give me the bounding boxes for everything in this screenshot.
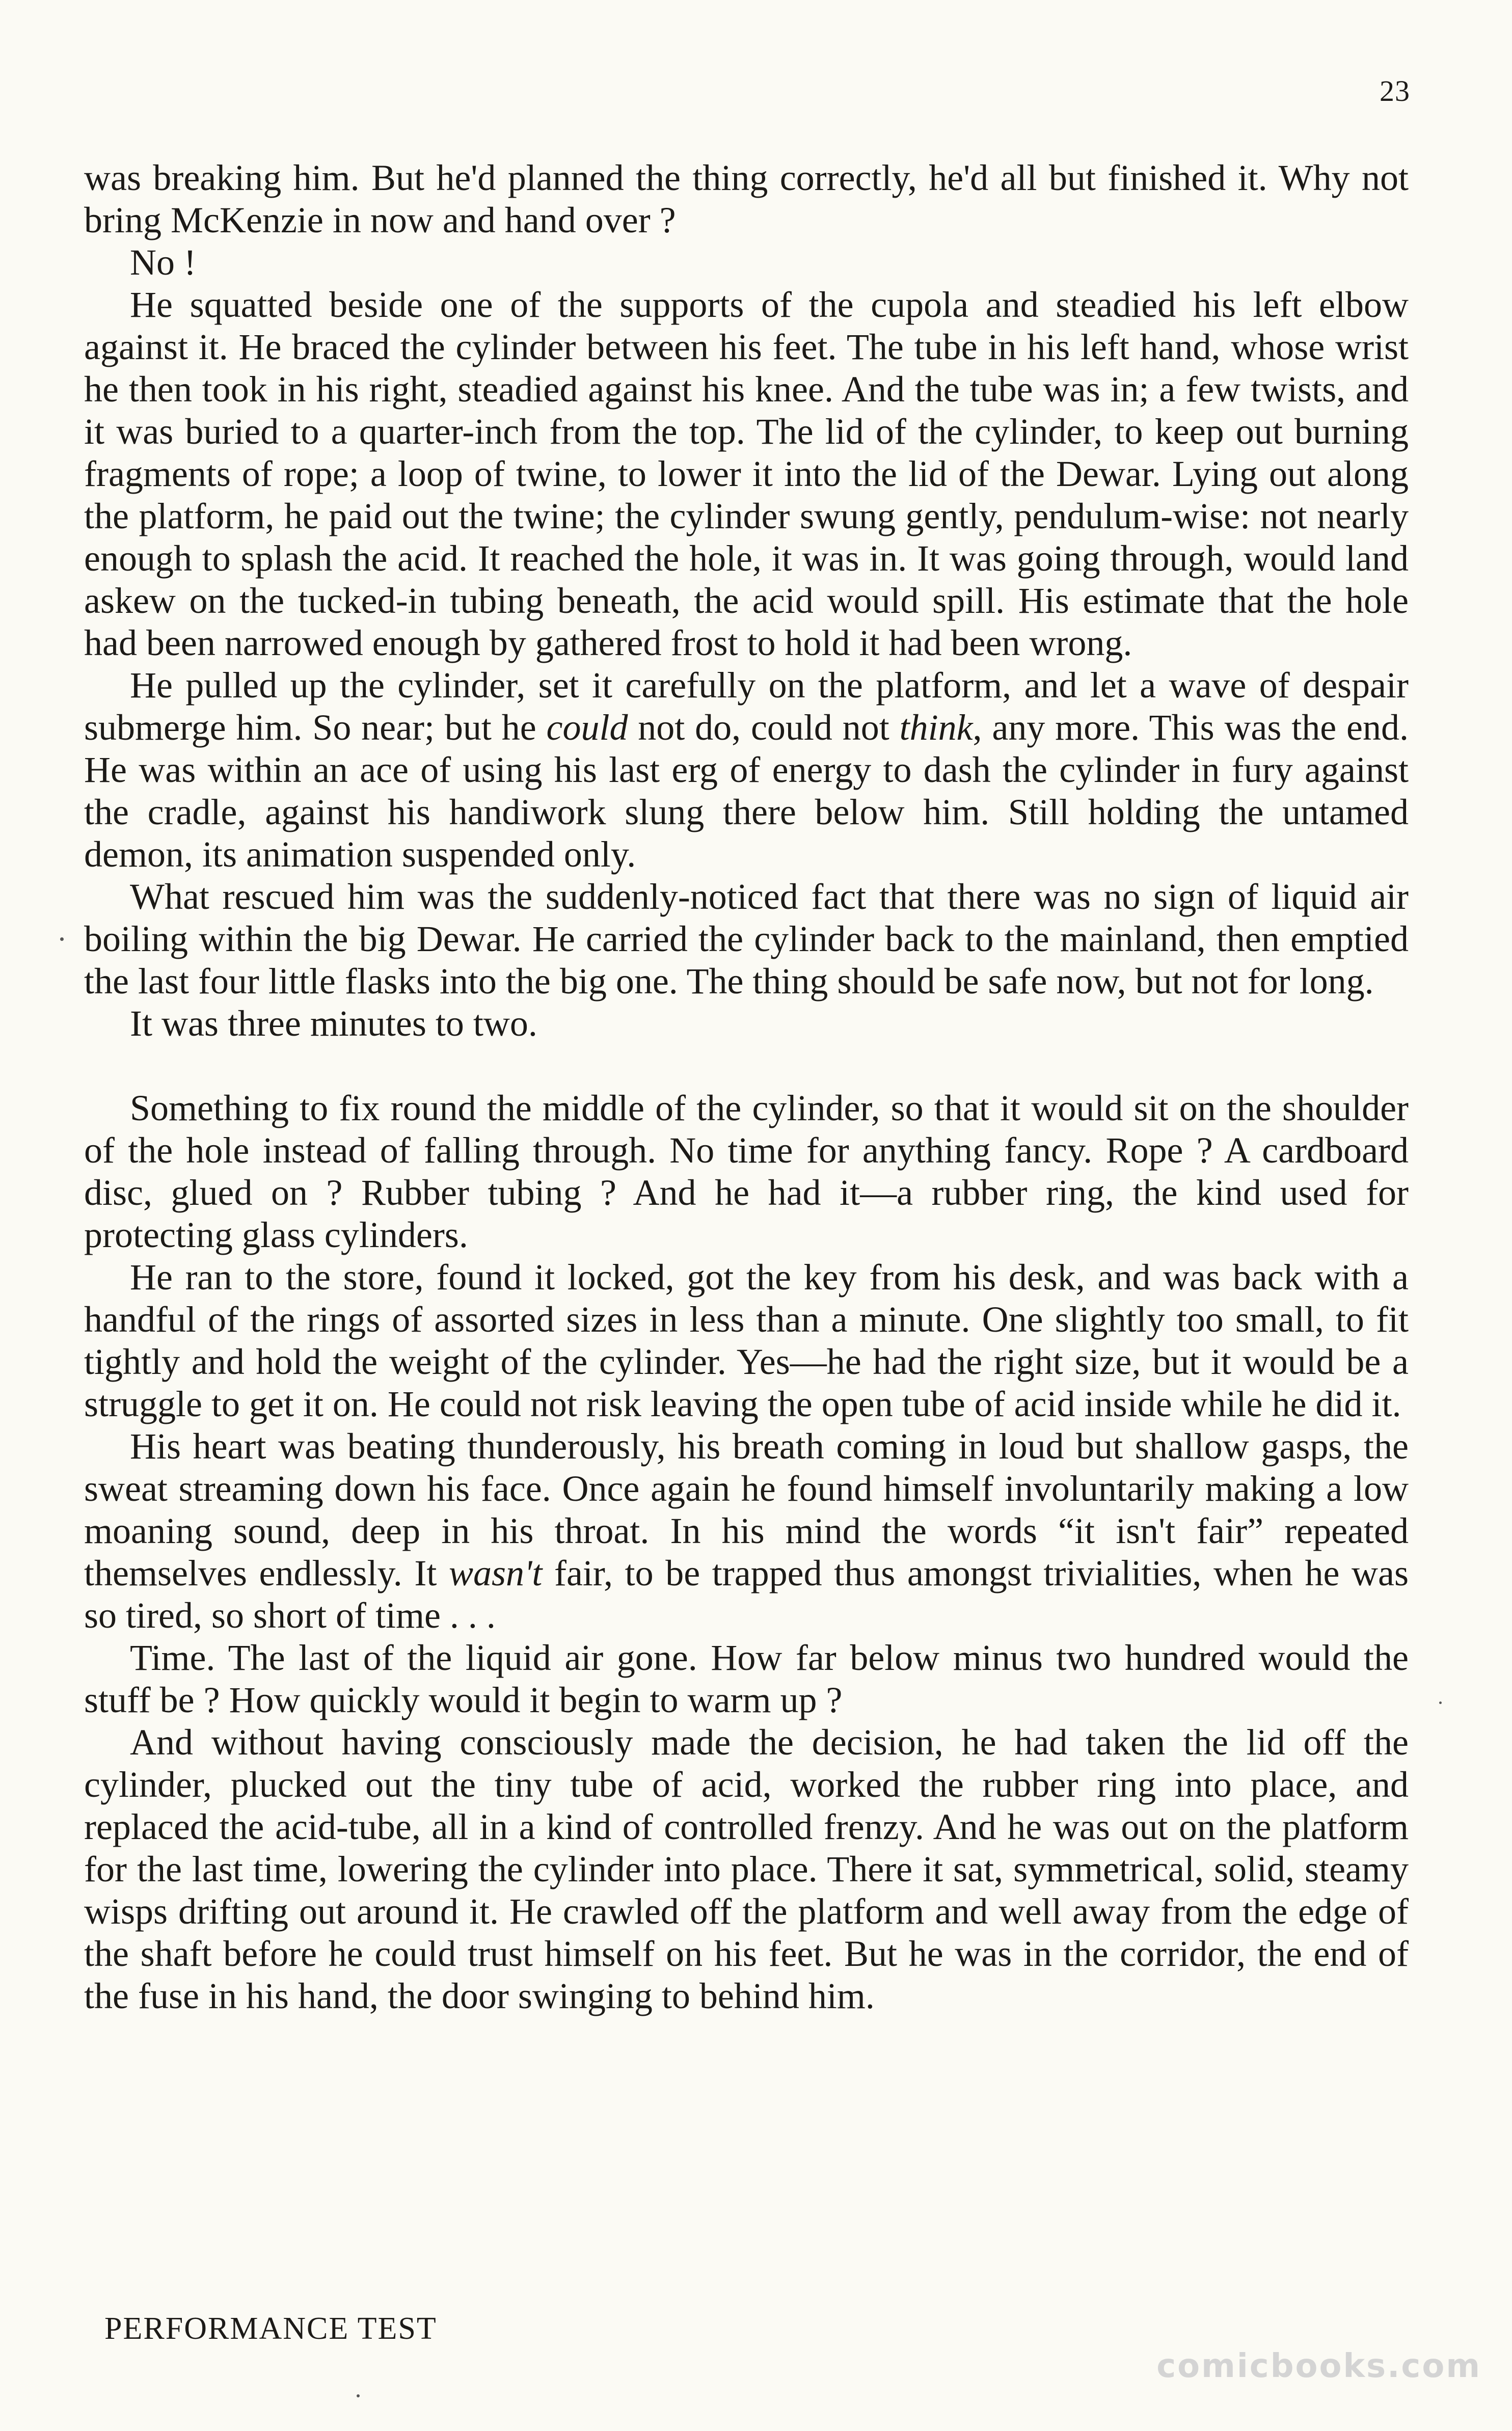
paragraph-text: not do, could not bbox=[628, 707, 900, 748]
watermark: comicbooks.com bbox=[1156, 2347, 1481, 2385]
paragraph: And without having consciously made the decision, he had taken the lid off the cylinder, plucked out the tiny tube of acid, worked the rubber ring into place, and replaced the acid-tube, all in a kind of controlled frenzy. And he was out on the platform for the last time, lowering the cylinder into place. There it sat, symmetrical, solid, steamy wisps drifting out around it. He crawled off the platform and well away from the edge of the shaft before he could trust himself on his feet. But he was in the corridor, the end of the fuse in his hand, the door swinging to behind him. bbox=[84, 1722, 1409, 2016]
paragraph-text: , any more. This was the end. He was within an ace of using his last erg of energy to dash the cylinder in fury against the cradle, against his handiwork slung there below him. Still holding the untamed demon, its animation suspended only. bbox=[84, 707, 1409, 875]
paragraph: No ! bbox=[130, 242, 196, 283]
print-speck bbox=[60, 937, 64, 941]
paragraph bbox=[84, 1425, 1409, 1637]
paragraph: Time. The last of the liquid air gone. How far below minus two hundred would the stuff be ? How quickly would it begin to warm up ? bbox=[84, 1637, 1409, 1720]
print-speck bbox=[357, 2394, 360, 2397]
body-text bbox=[84, 157, 1409, 2017]
paragraph: He squatted beside one of the supports of the cupola and steadied his left elbow against it. He braced the cylinder between his feet. The tube in his left hand, whose wrist he then took in his right, steadied against his knee. And the tube was in; a few twists, and it was buried to a quarter-inch from the top. The lid of the cylinder, to keep out burning fragments of rope; a loop of twine, to lower it into the lid of the Dewar. Lying out along the platform, he paid out the twine; the cylinder swung gently, pendulum-wise: not nearly enough to splash the acid. It reached the hole, it was in. It was going through, would land askew on the tucked-in tubing beneath, the acid would spill. His estimate that the hole had been narrowed enough by gathered frost to hold it had been wrong. bbox=[84, 284, 1409, 663]
paragraph-text: His heart was beating thunderously, his breath coming in loud but shallow gasps, the sweat streaming down his face. Once again he found himself involuntarily making a low moaning sound, deep in his throat. In his mind the words “it isn't fair” repeated themselves endlessly. It bbox=[84, 1426, 1409, 1593]
italic-text: think bbox=[899, 707, 973, 748]
paragraph-text: He pulled up the cylinder, set it carefully on the platform, and let a wave of despair submerge him. So near; but he bbox=[84, 665, 1409, 748]
italic-text: could bbox=[546, 707, 628, 748]
running-foot: PERFORMANCE TEST bbox=[104, 2311, 437, 2346]
paragraph: Something to fix round the middle of the cylinder, so that it would sit on the shoulder of the hole instead of falling through. No time for anything fancy. Rope ? A cardboard disc, glued on ? Rubber tubing ? And he had it—a rubber ring, the kind used for protecting glass cylinders. bbox=[84, 1088, 1409, 1255]
paragraph bbox=[84, 664, 1409, 876]
paragraph: What rescued him was the suddenly-noticed fact that there was no sign of liquid air boiling within the big Dewar. He carried the cylinder back to the mainland, then emptied the last four little flasks into the big one. The thing should be safe now, but not for long. bbox=[84, 876, 1409, 1002]
page-number: 23 bbox=[1380, 74, 1410, 107]
paragraph: was breaking him. But he'd planned the thing correctly, he'd all but finished it. Why not bring McKenzie in now and hand over ? bbox=[84, 157, 1409, 240]
paragraph: It was three minutes to two. bbox=[130, 1003, 537, 1044]
paragraph: He ran to the store, found it locked, got the key from his desk, and was back with a handful of the rings of assorted sizes in less than a minute. One slightly too small, to fit tightly and hold the weight of the cylinder. Yes—he had the right size, but it would be a struggle to get it on. He could not risk leaving the open tube of acid inside while he did it. bbox=[84, 1257, 1409, 1424]
print-speck bbox=[1439, 1701, 1442, 1704]
italic-text: wasn't bbox=[448, 1553, 543, 1593]
paragraph-text: fair, to be trapped thus amongst trivialities, when he was so tired, so short of time . . . bbox=[84, 1553, 1409, 1636]
